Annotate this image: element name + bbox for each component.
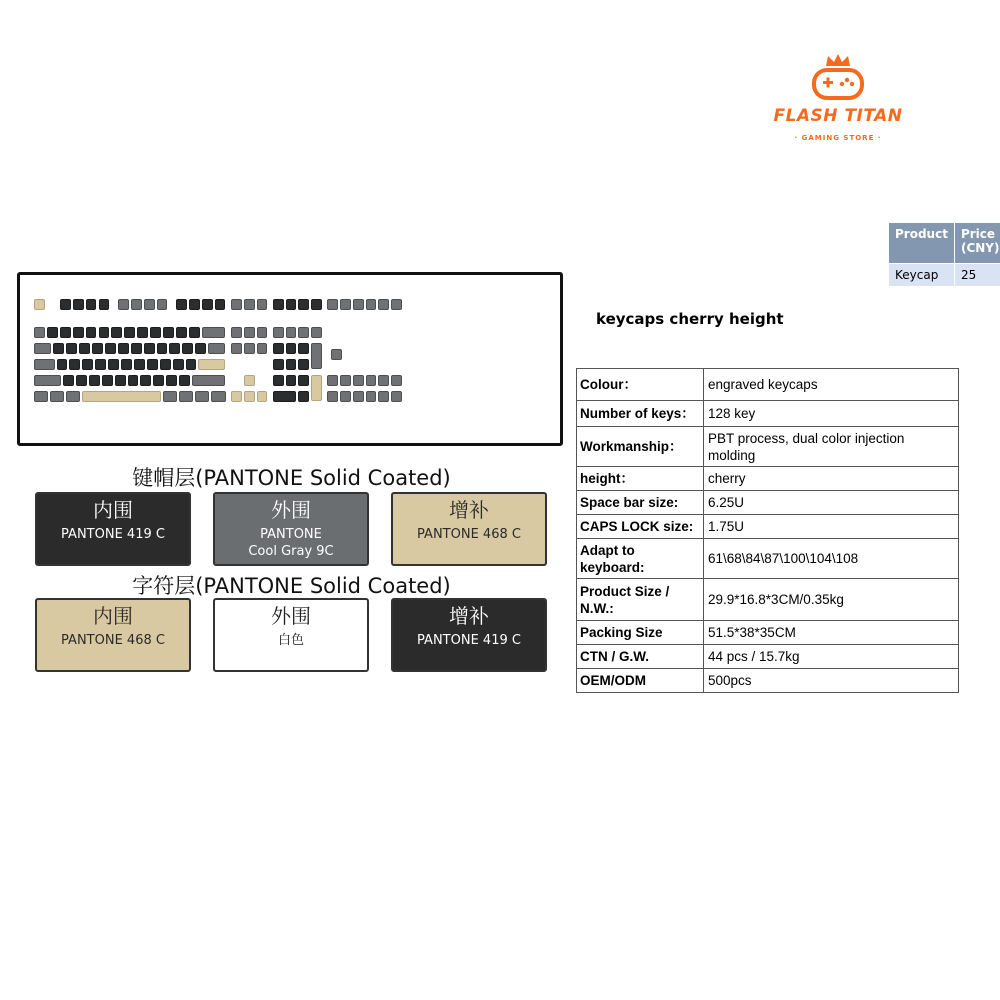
keycap	[311, 327, 322, 338]
keycap	[179, 375, 190, 386]
keycap	[257, 343, 268, 354]
keycap	[298, 359, 309, 370]
swatch-code: PANTONE 419 C	[61, 527, 165, 542]
swatch-keycap-inner	[35, 492, 191, 566]
spec-key: Workmanship：	[577, 427, 704, 467]
swatch-keycap-supplement	[391, 492, 547, 566]
spec-value: cherry	[704, 467, 959, 491]
keycap	[231, 343, 242, 354]
keycap	[134, 359, 145, 370]
keyboard-keycap-set-image	[17, 272, 563, 446]
spec-value: 51.5*38*35CM	[704, 621, 959, 645]
keycap	[182, 343, 193, 354]
keycap	[195, 391, 209, 402]
swatch-code: PANTONE 468 C	[61, 633, 165, 648]
keycap	[231, 299, 242, 310]
price-header-product: Product	[889, 223, 955, 264]
keycap	[327, 391, 338, 402]
keycap	[257, 299, 268, 310]
keycap	[231, 327, 242, 338]
keycap	[160, 359, 171, 370]
keycap	[273, 343, 284, 354]
keycap	[73, 299, 84, 310]
keycap	[102, 375, 113, 386]
keycap	[73, 327, 84, 338]
keycap	[111, 327, 122, 338]
keycap	[366, 299, 377, 310]
keycap	[215, 299, 226, 310]
keycap	[99, 299, 110, 310]
keycap	[121, 359, 132, 370]
swatch-label: 内围	[93, 604, 133, 628]
crown-gamepad-icon	[806, 52, 870, 104]
spec-value: 29.9*16.8*3CM/0.35kg	[704, 579, 959, 621]
keycap	[273, 359, 284, 370]
keycap	[63, 375, 74, 386]
keycap	[273, 327, 284, 338]
spec-key: Number of keys：	[577, 401, 704, 427]
keycap	[131, 343, 142, 354]
keycap	[192, 375, 225, 386]
keycap	[273, 375, 284, 386]
swatch-label: 内围	[93, 498, 133, 522]
keycap	[273, 391, 297, 402]
keycap	[76, 375, 87, 386]
keycap	[34, 299, 45, 310]
keycap	[82, 359, 93, 370]
spec-value: PBT process, dual color injection molding	[704, 427, 959, 467]
keycap	[163, 391, 177, 402]
brand-subtitle: · GAMING STORE ·	[794, 134, 882, 142]
keycap	[179, 391, 193, 402]
spec-key: Product Size / N.W.:	[577, 579, 704, 621]
spec-value: 44 pcs / 15.7kg	[704, 645, 959, 669]
keycap	[66, 343, 77, 354]
keycap	[298, 343, 309, 354]
keycap	[69, 359, 80, 370]
keycap	[157, 299, 168, 310]
spec-value: 6.25U	[704, 491, 959, 515]
keycap	[92, 343, 103, 354]
keycap	[186, 359, 197, 370]
keycap	[144, 343, 155, 354]
keycap	[131, 299, 142, 310]
swatch-code: PANTONE Cool Gray 9C	[248, 527, 334, 559]
keycap	[340, 299, 351, 310]
price-cell-product: Keycap	[889, 264, 955, 287]
legend-layer-title: 字符层(PANTONE Solid Coated)	[132, 574, 451, 598]
keycap	[257, 327, 268, 338]
keycap	[79, 343, 90, 354]
swatch-label: 增补	[449, 604, 489, 628]
keycap	[286, 375, 297, 386]
keycap	[137, 327, 148, 338]
swatch-code: PANTONE 419 C	[417, 633, 521, 648]
keycap	[140, 375, 151, 386]
keycap	[202, 327, 226, 338]
price-table	[888, 222, 1000, 287]
spec-key: Space bar size:	[577, 491, 704, 515]
keycap	[244, 391, 255, 402]
keycap	[286, 327, 297, 338]
spec-value: 128 key	[704, 401, 959, 427]
spec-key: Packing Size	[577, 621, 704, 645]
keycap	[331, 349, 342, 360]
keycap	[60, 299, 71, 310]
keycap	[378, 299, 389, 310]
keycap	[115, 375, 126, 386]
keycap	[57, 359, 68, 370]
keycap	[311, 375, 322, 401]
keycap	[105, 343, 116, 354]
keycap	[95, 359, 106, 370]
keycap	[147, 359, 158, 370]
spec-table	[576, 368, 959, 693]
spec-value: engraved keycaps	[704, 369, 959, 401]
spec-key: OEM/ODM	[577, 669, 704, 693]
keycap	[211, 391, 225, 402]
keycap	[298, 299, 309, 310]
keycap	[157, 343, 168, 354]
keycap	[286, 343, 297, 354]
keycap-layer-title: 键帽层(PANTONE Solid Coated)	[132, 466, 451, 490]
keycap	[340, 391, 351, 402]
swatch-label: 外围	[271, 604, 311, 628]
keycap	[144, 299, 155, 310]
keycap	[298, 391, 309, 402]
keycap	[124, 327, 135, 338]
swatch-code: PANTONE 468 C	[417, 527, 521, 542]
keycap	[208, 343, 225, 354]
keycap	[327, 375, 338, 386]
keycap	[108, 359, 119, 370]
keycap	[378, 375, 389, 386]
keycap	[176, 299, 187, 310]
keycap	[378, 391, 389, 402]
spec-value: 61\68\84\87\100\104\108	[704, 539, 959, 579]
spec-key: CAPS LOCK size:	[577, 515, 704, 539]
keycap	[150, 327, 161, 338]
keycap	[244, 327, 255, 338]
keycap	[169, 343, 180, 354]
swatch-keycap-outer	[213, 492, 369, 566]
keycap	[391, 299, 402, 310]
keycap	[86, 327, 97, 338]
keycap	[34, 359, 55, 370]
keycap	[391, 391, 402, 402]
keycap	[86, 299, 97, 310]
spec-value: 500pcs	[704, 669, 959, 693]
keycap	[273, 299, 284, 310]
brand-name: FLASH TITAN	[773, 106, 903, 126]
keycap	[50, 391, 64, 402]
keycap	[195, 343, 206, 354]
keycap	[311, 299, 322, 310]
keycap	[391, 375, 402, 386]
keycap	[34, 327, 45, 338]
keycap	[257, 391, 268, 402]
keycap	[166, 375, 177, 386]
keycap	[176, 327, 187, 338]
swatch-label: 外围	[271, 498, 311, 522]
brand-logo	[758, 52, 918, 147]
swatch-legend-outer	[213, 598, 369, 672]
swatch-label: 增补	[449, 498, 489, 522]
price-cell-price: 25	[954, 264, 1000, 287]
product-heading: keycaps cherry height	[596, 310, 784, 328]
keycap	[173, 359, 184, 370]
keycap	[327, 299, 338, 310]
keycap	[353, 299, 364, 310]
keycap	[353, 375, 364, 386]
keycap	[198, 359, 225, 370]
keycap	[286, 359, 297, 370]
keycap	[128, 375, 139, 386]
keycap	[82, 391, 161, 402]
keycap	[53, 343, 64, 354]
keycap	[153, 375, 164, 386]
keycap	[311, 343, 322, 369]
keycap	[286, 299, 297, 310]
keycap	[34, 375, 61, 386]
keycap	[231, 391, 242, 402]
spec-key: height：	[577, 467, 704, 491]
keycap	[353, 391, 364, 402]
keycap	[244, 299, 255, 310]
keycap	[89, 375, 100, 386]
keycap	[34, 343, 51, 354]
spec-key: Colour：	[577, 369, 704, 401]
keycap	[189, 299, 200, 310]
keycap	[99, 327, 110, 338]
spec-key: CTN / G.W.	[577, 645, 704, 669]
swatch-code: 白色	[277, 633, 304, 648]
keycap	[244, 343, 255, 354]
keycap	[366, 375, 377, 386]
spec-value: 1.75U	[704, 515, 959, 539]
swatch-legend-inner	[35, 598, 191, 672]
keycap	[34, 391, 48, 402]
keycap	[60, 327, 71, 338]
keycap	[366, 391, 377, 402]
keycap	[118, 299, 129, 310]
keycap	[202, 299, 213, 310]
spec-key: Adapt to keyboard:	[577, 539, 704, 579]
price-header-price: Price (CNY)	[954, 223, 1000, 264]
keycap	[47, 327, 58, 338]
keycap	[298, 327, 309, 338]
swatch-legend-supplement	[391, 598, 547, 672]
keycap	[340, 375, 351, 386]
keycap	[66, 391, 80, 402]
keycap	[118, 343, 129, 354]
keycap	[189, 327, 200, 338]
keycap	[298, 375, 309, 386]
keycap	[244, 375, 255, 386]
keycap	[163, 327, 174, 338]
